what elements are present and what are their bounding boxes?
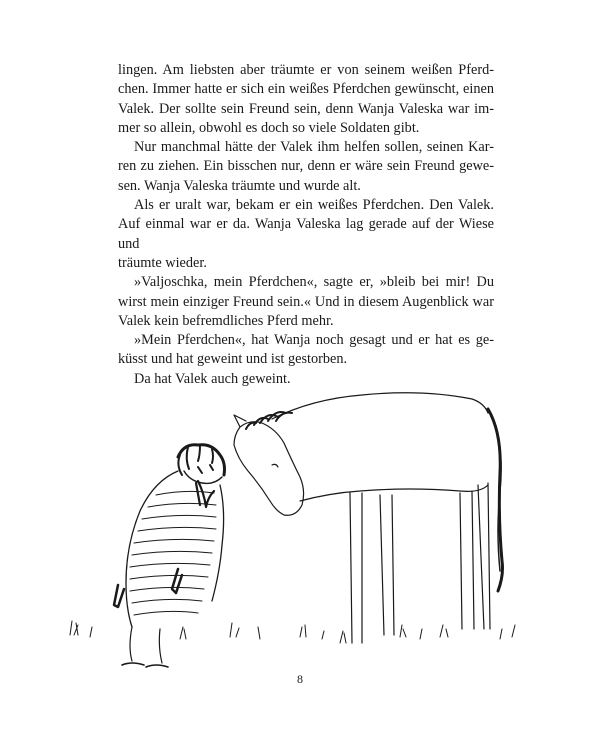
text-line: Nur manchmal hätte der Valek ihm helfen sollen, seinen Kar- xyxy=(134,139,494,156)
text-line: lingen. Am liebsten aber träumte er von seinem weißen Pferd- xyxy=(118,62,494,78)
text-line: träumte wieder. xyxy=(118,254,207,271)
text-line: »Valjoschka, mein Pferdchen«, sagte er, »bleib bei mir! Du xyxy=(134,274,494,291)
text-line: »Mein Pferdchen«, hat Wanja noch gesagt und er hat es ge- xyxy=(134,332,494,349)
text-line: küsst und hat geweint und ist gestorben. xyxy=(118,351,348,368)
text-line: mer so allein, obwohl es doch so viele Soldaten gibt. xyxy=(118,119,420,136)
text-line: Valek kein befremdliches Pferd mehr. xyxy=(118,312,334,329)
text-line: wirst mein einziger Freund sein.« Und in diesem Augenblick war xyxy=(118,293,494,310)
man-and-horse-illustration xyxy=(60,385,540,685)
text-line: sen. Wanja Valeska träumte und wurde alt. xyxy=(118,177,361,194)
grass-drawing xyxy=(70,621,515,643)
old-man-drawing xyxy=(114,445,225,667)
text-line: Da hat Valek auch geweint. xyxy=(134,370,291,387)
text-line: Auf einmal war er da. Wanja Valeska lag gerade auf der Wiese und xyxy=(118,216,494,252)
text-line: Als er uralt war, bekam er ein weißes Pferdchen. Den Valek. xyxy=(134,197,494,214)
white-horse-drawing xyxy=(234,393,503,643)
text-line: ren zu ziehen. Ein bisschen nur, denn er wäre sein Freund gewe- xyxy=(118,158,494,175)
text-line: Valek. Der sollte sein Freund sein, denn Wanja Valeska war im- xyxy=(118,100,494,117)
story-text xyxy=(118,61,494,389)
page-number: 8 xyxy=(297,672,303,686)
text-line: chen. Immer hatte er sich ein weißes Pferdchen gewünscht, einen xyxy=(118,81,494,98)
